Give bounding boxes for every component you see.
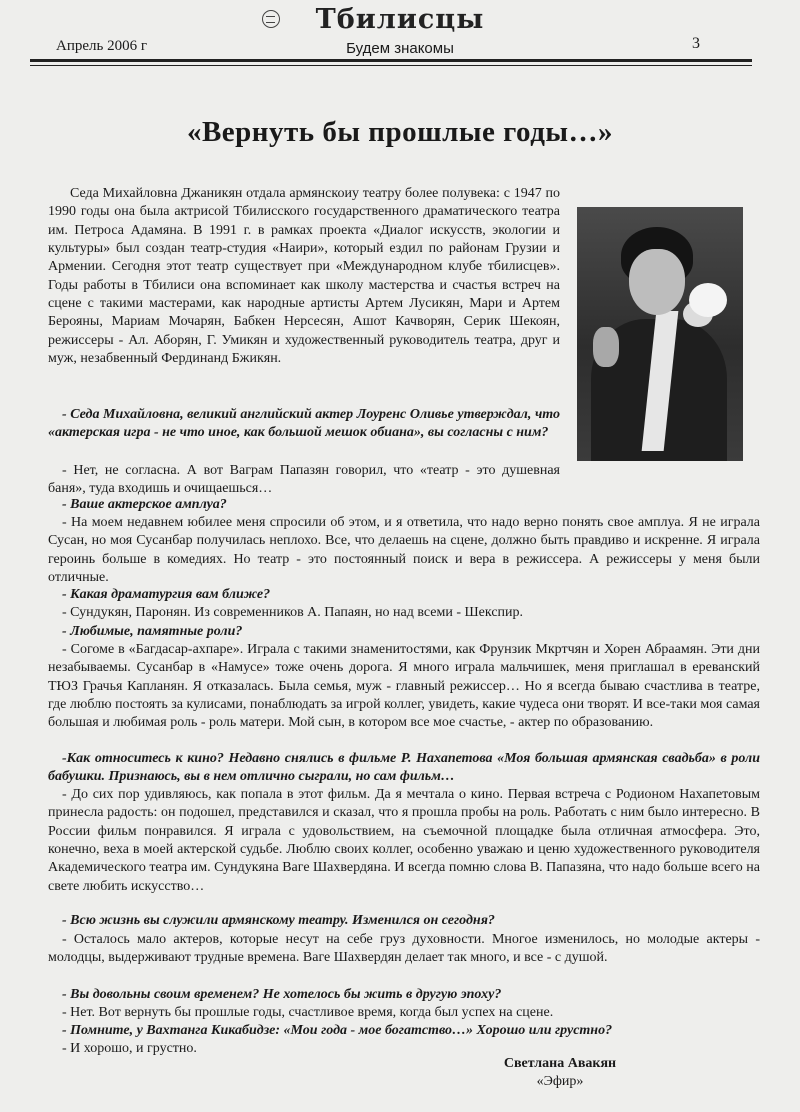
question-8: - Помните, у Вахтанга Кикабидзе: «Мои года - мое богатство…» Хорошо или грустно? [62, 1023, 613, 1038]
author-name: Светлана Авакян [503, 1056, 617, 1071]
question-5: -Как относитесь к кино? Недавно снялись в фильме Р. Нахапетова «Моя большая армянская свадьба» в роли бабушки. Признаюсь, вы в нем отлично сыграли, но сам фильм… [48, 751, 760, 785]
question-1: - Седа Михайловна, великий английский актер Лоуренс Оливье утверждал, что «актерская игра - не что иное, как большой мешок обиана», вы согласны с ним? [48, 407, 560, 441]
portrait-photo-icon [577, 207, 743, 461]
header-rule-thin [30, 65, 752, 66]
header-rule-thick [30, 59, 752, 62]
answer-8: - И хорошо, и грустно. [62, 1041, 197, 1056]
answer-7: - Нет. Вот вернуть бы прошлые годы, счастливое время, когда был успех на сцене. [62, 1005, 554, 1020]
question-2: - Ваше актерское амплуа? [62, 497, 227, 512]
question-6: - Всю жизнь вы служили армянскому театру. Изменился он сегодня? [62, 913, 495, 928]
answer-4: - Согоме в «Багдасар-ахпаре». Играла с такими знаменитостями, как Фрунзик Мкртчян и Хорен Абраамян. Эти дни незабываемы. Сусанбар в «Намусе» тоже очень дорога. Я много играла мальчишек, меня приглашал в ереванский ТЮЗ Грачья Капланян. Я отказалась. Была семья, муж - главный режиссер… Но я всегда бываю счастлива в театре, где люблю постоять за кулисами, понаблюдать за игрой коллег, увидеть, какие чудеса они творят. И все-таки моя самая большая и любимая роль - роль матери. Мой сын, в котором все мое счастье, - актер по образованию. [48, 642, 760, 731]
question-3: - Какая драматургия вам ближе? [62, 587, 271, 602]
source-credit: «Эфир» [536, 1074, 584, 1089]
emblem-icon [262, 10, 280, 28]
answer-5: - До сих пор удивляюсь, как попала в этот фильм. Да я мечтала о кино. Первая встреча с Родионом Нахапетовым принесла радость: он подошел, представился и сказал, что я прошла пробы на роль. Работать с ним было интересно. В России фильм понравился. Я играла с удовольствием, на съемочной площадке была отличная атмосфера. Это, конечно, веха в моей актерской судьбе. Люблю своих коллег, особенно уважаю и ценю художественного руководителя Академического театра им. Сундукяна Ваге Шахвердяна. И всегда помню слова В. Папазяна, что надо больше всего на свете любить искусство… [48, 787, 760, 894]
masthead: Тбилисцы [315, 4, 485, 35]
answer-3: - Сундукян, Паронян. Из современников А. Папаян, но над всеми - Шекспир. [62, 605, 524, 620]
page-number: 3 [692, 35, 700, 52]
answer-6: - Осталось мало актеров, которые несут на себе груз духовности. Многое изменилось, но молодые актеры - молодцы, выдерживают трудные времена. Ваге Шахвердян делает так много, и все - с душой. [48, 932, 760, 966]
answer-1: - Нет, не согласна. А вот Ваграм Папазян говорил, что «театр - это душевная баня», туда входишь и очищаешься… [48, 463, 560, 497]
answer-2: - На моем недавнем юбилее меня спросили об этом, и я ответила, что надо верно понять свое амплуа. Я не играла Сусан, но моя Сусанбар получилась неплохо. Все, что делаешь на сцене, должно быть правдиво и искренне. Я играла героинь больше в комедиях. Но театр - это постоянный поиск и вера в режиссера. А режиссеры у меня были отличные. [48, 515, 760, 586]
issue-date: Апрель 2006 г [56, 38, 147, 54]
article-title: «Вернуть бы прошлые годы…» [186, 116, 614, 148]
question-7: - Вы довольны своим временем? Не хотелось бы жить в другую эпоху? [62, 987, 502, 1002]
question-4: - Любимые, памятные роли? [62, 624, 243, 639]
article-intro: Седа Михайловна Джаникян отдала армянскоиу театру более полувека: с 1947 по 1990 годы она была актрисой Тбилисского государственного драматического театра им. Петроса Адамяна. В 1991 г. в рамках проекта «Диалог искусств, экологии и культуры» был создан театр-студия «Наири», который ездил по районам Грузии и Армении. Сегодня этот театр существует при «Международном клубе тбилисцев». Годы работы в Тбилиси она вспоминает как школу мастерства и счастья встреч на сцене с такими мастерами, как народные артисты Артем Лусикян, Мари и Артем Берояны, Мариам Мочарян, Бабкен Нерсесян, Ашот Качворян, Серик Шекоян, режиссеры - Ал. Аборян, Г. Умикян и художественный руководитель театра, друг и муж, незабвенный Фердинанд Бжикян. [48, 186, 560, 367]
section-title: Будем знакомы [346, 40, 454, 57]
